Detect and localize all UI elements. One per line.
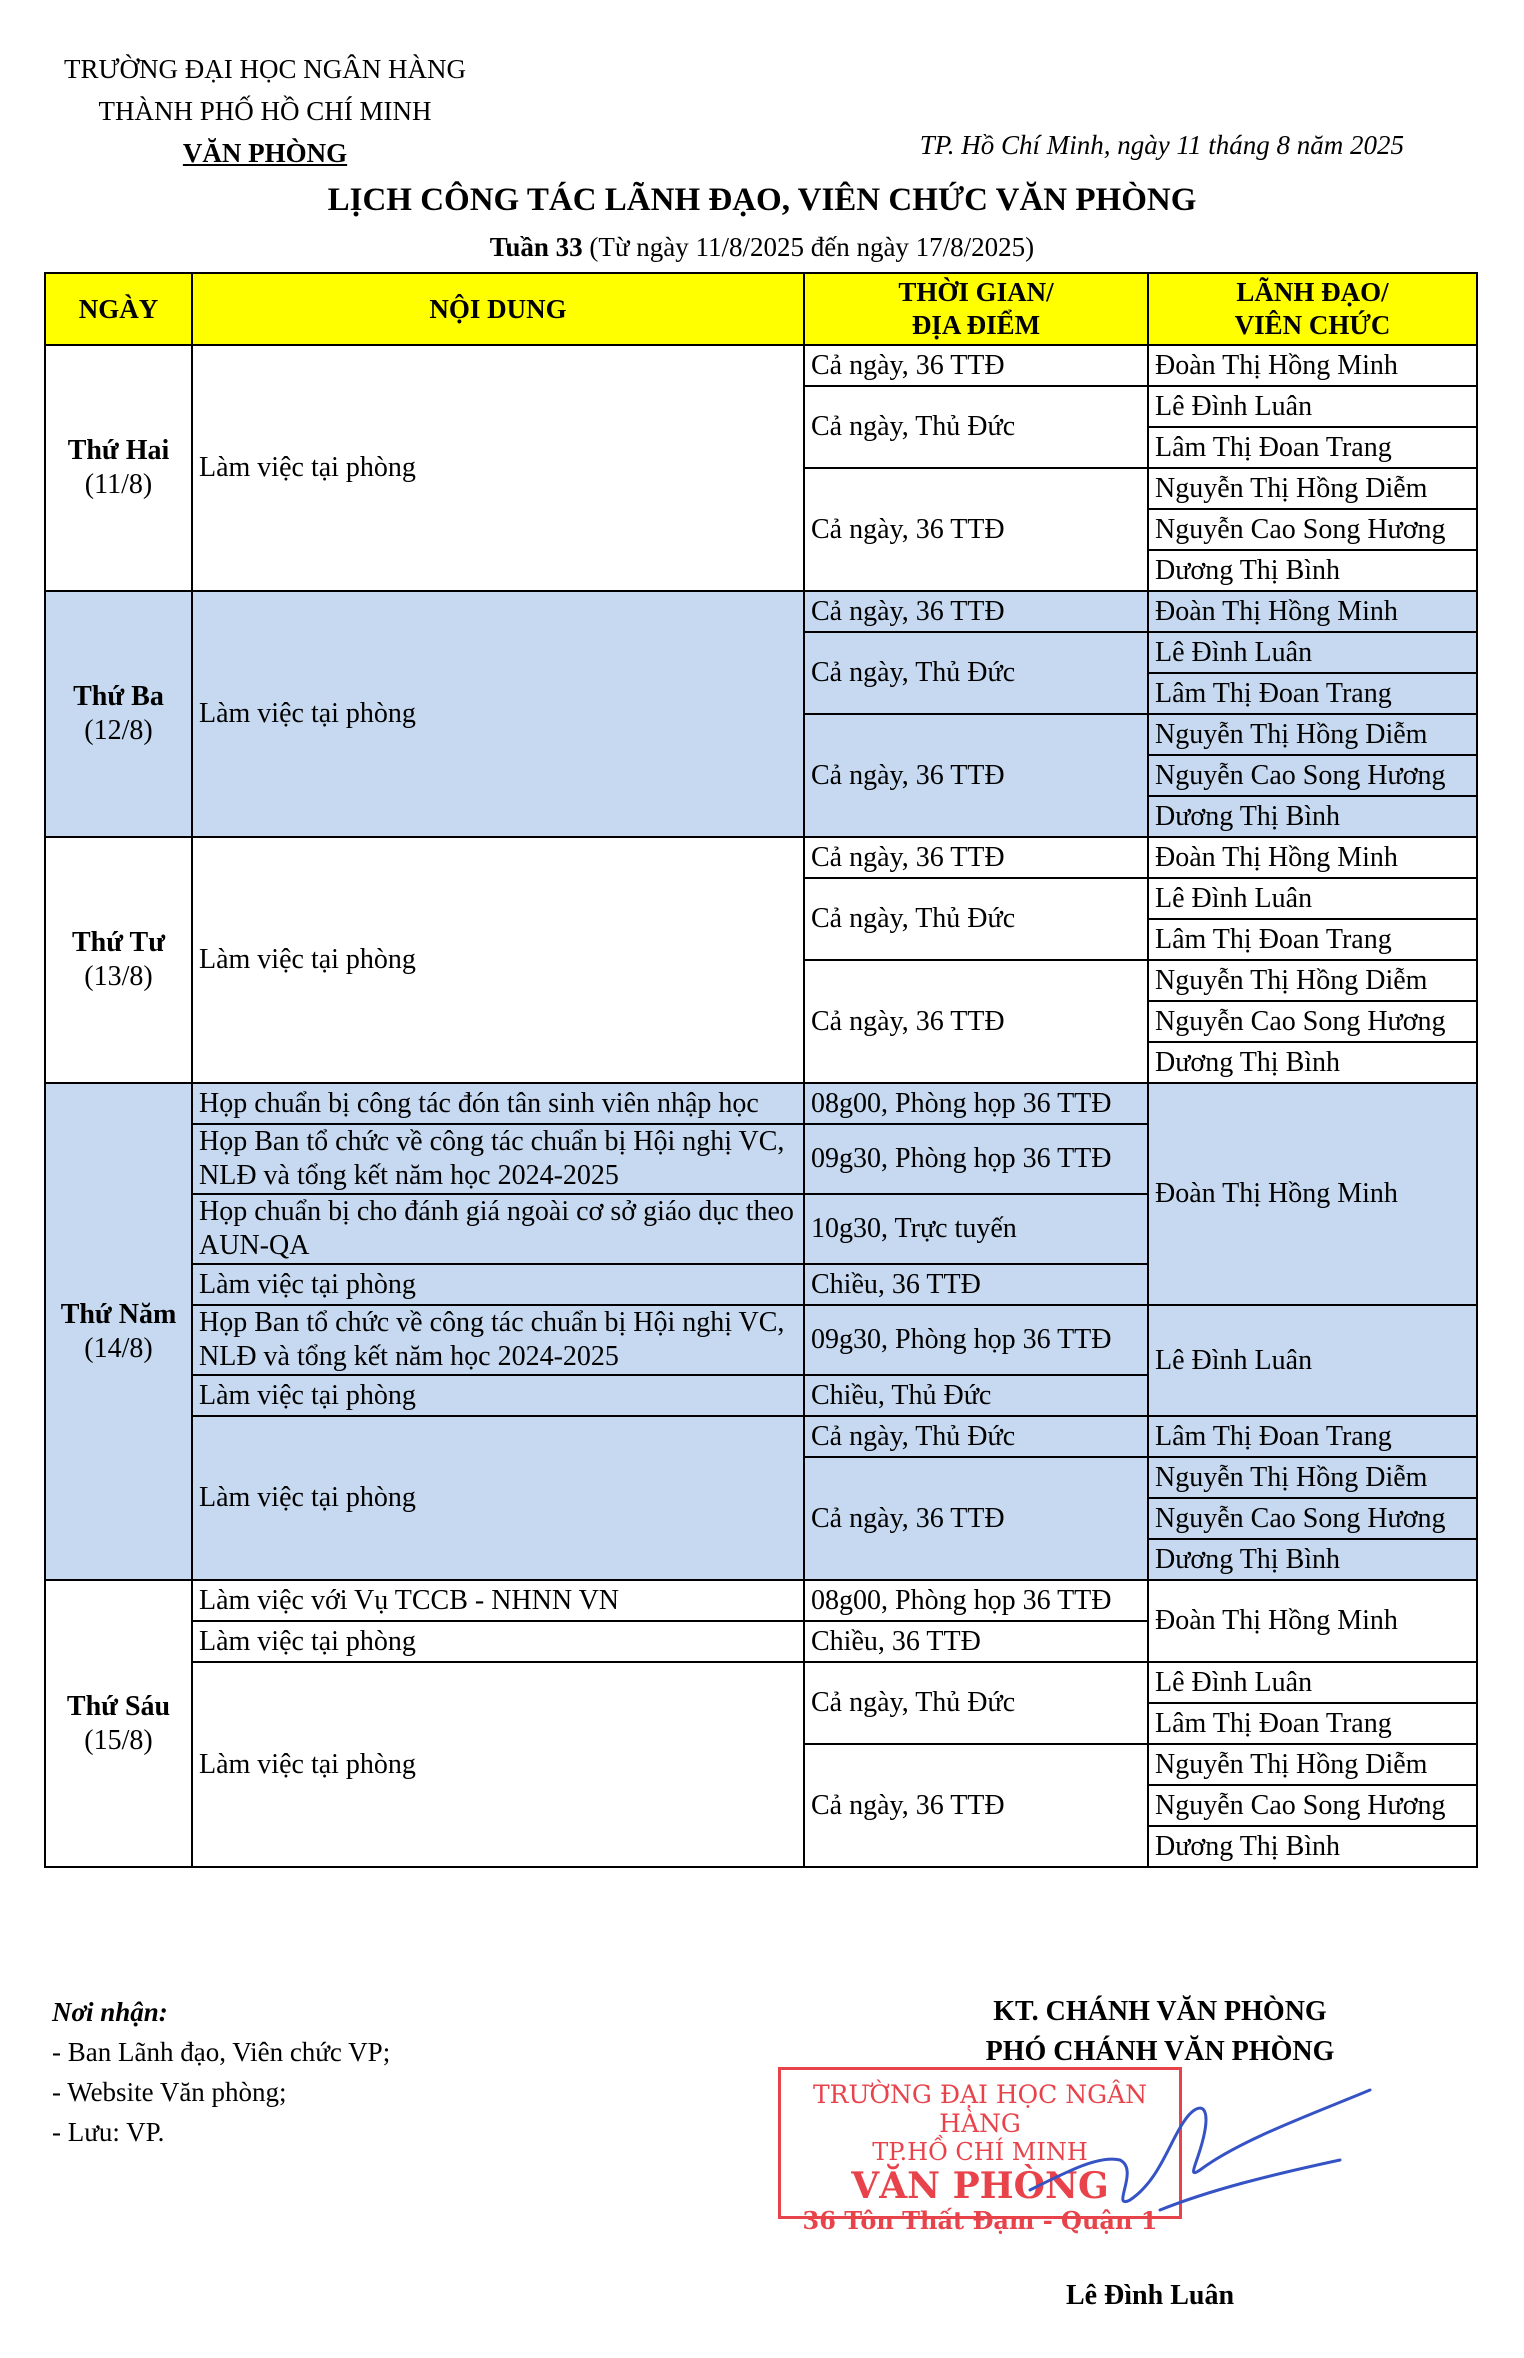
- content-cell: Làm việc tại phòng: [192, 1662, 804, 1867]
- person-cell: Dương Thị Bình: [1148, 1826, 1477, 1867]
- col-header-content: NỘI DUNG: [192, 273, 804, 345]
- document-subtitle: [0, 232, 1524, 263]
- week-label: Tuần 33: [489, 232, 583, 262]
- handwritten-signature: [1010, 2060, 1390, 2250]
- person-cell: Đoàn Thị Hồng Minh: [1148, 837, 1477, 878]
- table-row: [45, 1662, 1477, 1703]
- time-cell: 10g30, Trực tuyến: [804, 1194, 1148, 1264]
- content-cell: Họp Ban tổ chức về công tác chuẩn bị Hội nghị VC, NLĐ và tổng kết năm học 2024-2025: [192, 1305, 804, 1375]
- content-cell: Làm việc tại phòng: [192, 1264, 804, 1305]
- org-line-3: VĂN PHÒNG: [182, 138, 348, 168]
- time-cell: Cả ngày, Thủ Đức: [804, 632, 1148, 714]
- time-cell: Cả ngày, 36 TTĐ: [804, 837, 1148, 878]
- person-cell: Lâm Thị Đoan Trang: [1148, 427, 1477, 468]
- org-line-2: THÀNH PHỐ HỒ CHÍ MINH: [98, 96, 432, 126]
- document-date: TP. Hồ Chí Minh, ngày 11 tháng 8 năm 2025: [919, 130, 1404, 160]
- person-cell: Nguyễn Cao Song Hương: [1148, 1498, 1477, 1539]
- day-cell: Thứ Năm (14/8): [45, 1083, 192, 1580]
- table-row: [45, 591, 1477, 632]
- time-cell: Cả ngày, 36 TTĐ: [804, 468, 1148, 591]
- content-cell: Họp chuẩn bị cho đánh giá ngoài cơ sở giáo dục theo AUN-QA: [192, 1194, 804, 1264]
- time-cell: 08g00, Phòng họp 36 TTĐ: [804, 1580, 1148, 1621]
- content-cell: Làm việc tại phòng: [192, 1375, 804, 1416]
- content-cell: Làm việc tại phòng: [192, 837, 804, 1083]
- table-header-row: [45, 273, 1477, 345]
- col-header-day: NGÀY: [45, 273, 192, 345]
- content-cell: Họp chuẩn bị công tác đón tân sinh viên nhập học: [192, 1083, 804, 1124]
- table-row: [45, 837, 1477, 878]
- schedule-table: [44, 272, 1478, 1868]
- stamp-line-3: VĂN PHÒNG: [851, 2165, 1109, 2207]
- time-cell: Chiều, 36 TTĐ: [804, 1264, 1148, 1305]
- person-cell: Lâm Thị Đoan Trang: [1148, 919, 1477, 960]
- time-cell: Cả ngày, Thủ Đức: [804, 1416, 1148, 1457]
- time-cell: Cả ngày, 36 TTĐ: [804, 960, 1148, 1083]
- time-cell: Cả ngày, 36 TTĐ: [804, 1744, 1148, 1867]
- time-cell: Cả ngày, Thủ Đức: [804, 1662, 1148, 1744]
- person-cell: Đoàn Thị Hồng Minh: [1148, 1580, 1477, 1662]
- day-cell: Thứ Tư (13/8): [45, 837, 192, 1083]
- person-cell: Nguyễn Thị Hồng Diễm: [1148, 1744, 1477, 1785]
- person-cell: Dương Thị Bình: [1148, 1539, 1477, 1580]
- person-cell: Nguyễn Cao Song Hương: [1148, 1001, 1477, 1042]
- person-cell: Dương Thị Bình: [1148, 550, 1477, 591]
- recipients-block: [52, 1992, 390, 2152]
- signature-title-2: PHÓ CHÁNH VĂN PHÒNG: [985, 2036, 1335, 2067]
- time-cell: Chiều, Thủ Đức: [804, 1375, 1148, 1416]
- person-cell: Lê Đình Luân: [1148, 632, 1477, 673]
- person-cell: Nguyễn Thị Hồng Diễm: [1148, 714, 1477, 755]
- table-row: [45, 1416, 1477, 1457]
- time-cell: Cả ngày, 36 TTĐ: [804, 714, 1148, 837]
- person-cell: Nguyễn Cao Song Hương: [1148, 755, 1477, 796]
- content-cell: Làm việc tại phòng: [192, 1416, 804, 1580]
- person-cell: Dương Thị Bình: [1148, 796, 1477, 837]
- stamp-line-2: TP.HỒ CHÍ MINH: [872, 2138, 1088, 2166]
- person-cell: Đoàn Thị Hồng Minh: [1148, 345, 1477, 386]
- content-cell: Làm việc tại phòng: [192, 345, 804, 591]
- recipients-label: Nơi nhận:: [52, 1997, 168, 2027]
- stamp-line-1: TRƯỜNG ĐẠI HỌC NGÂN HÀNG: [812, 2080, 1148, 2138]
- table-row: [45, 1305, 1477, 1375]
- time-cell: 09g30, Phòng họp 36 TTĐ: [804, 1305, 1148, 1375]
- recipient-item: - Ban Lãnh đạo, Viên chức VP;: [52, 2037, 391, 2067]
- person-cell: Dương Thị Bình: [1148, 1042, 1477, 1083]
- person-cell: Nguyễn Thị Hồng Diễm: [1148, 1457, 1477, 1498]
- content-cell: Họp Ban tổ chức về công tác chuẩn bị Hội nghị VC, NLĐ và tổng kết năm học 2024-2025: [192, 1124, 804, 1194]
- week-range: (Từ ngày 11/8/2025 đến ngày 17/8/2025): [582, 232, 1035, 262]
- time-cell: Chiều, 36 TTĐ: [804, 1621, 1148, 1662]
- person-cell: Nguyễn Cao Song Hương: [1148, 509, 1477, 550]
- day-cell: Thứ Ba (12/8): [45, 591, 192, 837]
- person-cell: Nguyễn Thị Hồng Diễm: [1148, 960, 1477, 1001]
- signer-name: Lê Đình Luân: [1065, 2280, 1235, 2311]
- signature-title-1: KT. CHÁNH VĂN PHÒNG: [993, 1996, 1327, 2027]
- table-row: [45, 1083, 1477, 1124]
- time-cell: Cả ngày, Thủ Đức: [804, 386, 1148, 468]
- person-cell: Nguyễn Thị Hồng Diễm: [1148, 468, 1477, 509]
- person-cell: Lê Đình Luân: [1148, 1305, 1477, 1416]
- col-header-time: THỜI GIAN/ ĐỊA ĐIỂM: [804, 273, 1148, 345]
- time-cell: 09g30, Phòng họp 36 TTĐ: [804, 1124, 1148, 1194]
- person-cell: Nguyễn Cao Song Hương: [1148, 1785, 1477, 1826]
- stamp-line-4: 36 Tôn Thất Đạm - Quận 1: [802, 2206, 1158, 2235]
- org-header: [30, 48, 500, 174]
- time-cell: Cả ngày, Thủ Đức: [804, 878, 1148, 960]
- content-cell: Làm việc tại phòng: [192, 1621, 804, 1662]
- time-cell: 08g00, Phòng họp 36 TTĐ: [804, 1083, 1148, 1124]
- person-cell: Lê Đình Luân: [1148, 1662, 1477, 1703]
- table-row: [45, 1580, 1477, 1621]
- content-cell: Làm việc tại phòng: [192, 591, 804, 837]
- org-line-1: TRƯỜNG ĐẠI HỌC NGÂN HÀNG: [64, 54, 466, 84]
- person-cell: Đoàn Thị Hồng Minh: [1148, 1083, 1477, 1305]
- recipient-item: - Lưu: VP.: [52, 2117, 165, 2147]
- table-row: [45, 345, 1477, 386]
- content-cell: Làm việc với Vụ TCCB - NHNN VN: [192, 1580, 804, 1621]
- time-cell: Cả ngày, 36 TTĐ: [804, 345, 1148, 386]
- time-cell: Cả ngày, 36 TTĐ: [804, 591, 1148, 632]
- person-cell: Lâm Thị Đoan Trang: [1148, 1416, 1477, 1457]
- person-cell: Lâm Thị Đoan Trang: [1148, 1703, 1477, 1744]
- person-cell: Lê Đình Luân: [1148, 878, 1477, 919]
- col-header-person: LÃNH ĐẠO/ VIÊN CHỨC: [1148, 273, 1477, 345]
- time-cell: Cả ngày, 36 TTĐ: [804, 1457, 1148, 1580]
- person-cell: Lâm Thị Đoan Trang: [1148, 673, 1477, 714]
- recipient-item: - Website Văn phòng;: [52, 2077, 287, 2107]
- document-title: LỊCH CÔNG TÁC LÃNH ĐẠO, VIÊN CHỨC VĂN PHÒNG: [327, 182, 1197, 218]
- person-cell: Lê Đình Luân: [1148, 386, 1477, 427]
- day-cell: Thứ Hai (11/8): [45, 345, 192, 591]
- person-cell: Đoàn Thị Hồng Minh: [1148, 591, 1477, 632]
- day-cell: Thứ Sáu (15/8): [45, 1580, 192, 1867]
